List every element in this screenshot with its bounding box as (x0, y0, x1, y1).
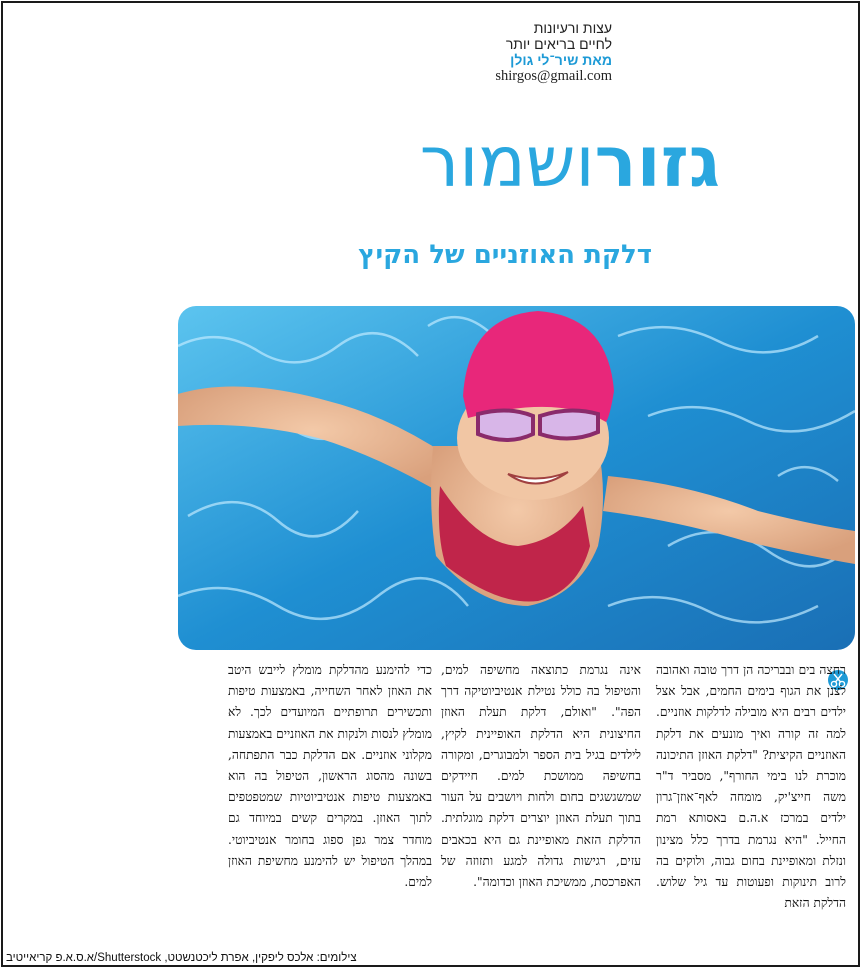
page-title (300, 116, 720, 208)
photo-credit: צילומים: אלכס ליפקין, אפרת ליכטנשטט, Shutterstock/א.ס.א.פ קריאייטיב (6, 952, 357, 964)
header-line1: עצות ורעיונות (533, 20, 612, 36)
author-name: מאת שיר־לי גולן (510, 52, 612, 68)
title-light-word: ושמור (419, 121, 595, 203)
swimming-child-photo (178, 306, 855, 650)
author-email[interactable]: shirgos@gmail.com (495, 68, 612, 84)
article-column-3: כדי להימנע מהדלקת מומלץ לייבש היטב את האוזן לאחר השחייה, באמצעות טיפות ותכשירים תרופתיים המיועדים לכך. לא מומלץ לנסות ולנקות את האוזניים באמצעות מקלוני אוזניים. אם הדלקת כבר התפתחה, בשונה מהסוג הראשון, הטיפול בה הוא באמצעות טיפות אנטיביוטיות שמטפטפים לתוך האוזן. במקרים קשים במיוחד גם מוחדר צמר גפן ספוג בחומר אנטיביוטי. במהלך הטיפול יש להימנע מחשיפת האוזן למים. (228, 663, 432, 890)
column-header (470, 20, 612, 84)
article-subtitle: דלקת האוזניים של הקיץ (358, 240, 652, 270)
article-column-2: אינה נגרמת כתוצאה מחשיפה למים, והטיפול בה כולל נטילת אנטיביוטיקה דרך הפה". "ואולם, דלקת תעלת האוזן החיצונית היא הדלקת האופיינית לקיץ, לילדים בגיל בית הספר ולמבוגרים, ומקורה בחשיפה ממושכת למים. חיידקים שמשגשגים בחום ולחות ויושבים על העור בתוך תעלת האוזן יוצרים דלקת מוגלתית. הדלקת הזאת מאופיינת גם היא בכאבים עזים, רגישות גדולה למגע ותזוזה של האפרכסת, ממשיכת האוזן וכדומה". (441, 663, 641, 890)
header-line2: לחיים בריאים יותר (505, 36, 612, 52)
title-bold-word: גזור (594, 121, 720, 203)
article-column-1: רחצה בים ובבריכה הן דרך טובה ואהובה לצנן את הגוף בימים החמים, אבל אצל ילדים רבים היא מובילה לדלקות אוזניים. למה זה קורה ואיך מונעים את דלקת האוזניים הקיצית? "דלקת האוזן התיכונה מוכרת לנו בימי החורף", מסביר ד"ר משה חייצ'יק, מומחה לאף־אוזן־גרון ילדים במרכז א.ה.ם באסותא רמת החייל. "היא נגרמת בדרך כלל מצינון ונזלת ומאופיינת בחום גבוה, ולוקים בה לרוב תינוקות ופעוטות עד גיל שלוש. הדלקת הזאת (656, 663, 846, 911)
